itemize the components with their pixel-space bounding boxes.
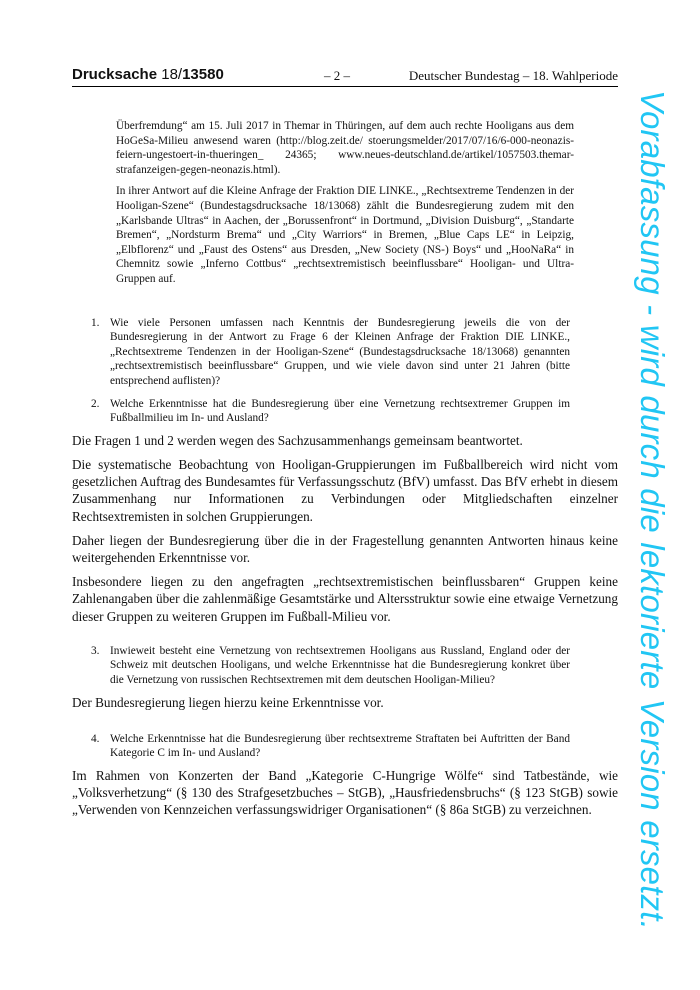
question-2-text: Welche Erkenntnisse hat die Bundesregierung über eine Vernetzung rechtsextremer Gruppen im Fußballmilieu im In- und Ausland? xyxy=(110,397,570,425)
question-1-text: Wie viele Personen umfassen nach Kenntnis der Bundesregierung jeweils die von der Bundesregierung in der Antwort zu Frage 6 der Kleinen Anfrage der Fraktion DIE LINKE., „Rechtsextreme Tendenzen in der Hooligan-Szene“ (Bundestagsdrucksache 18/13068) genannten „rechtsextremistisch beeinflussbare“ Gruppen, und wie viele davon sind unter 21 Jahren (bitte entsprechend auflisten)? xyxy=(110,316,570,387)
answer-1-2-paragraph-2: Die systematische Beobachtung von Hooligan-Gruppierungen im Fußballbereich wird nicht vom gesetzlichen Auftrag des Bundesamtes für Verfassungsschutz (BfV) umfasst. Das BfV erhebt in diesem Zusammenhang nur Informationen zu Verbindungen oder Mitgliedschaften einzelner Rechtsextremisten in solchen Gruppierungen. xyxy=(72,456,618,524)
document-number xyxy=(72,66,224,84)
answer-3: Der Bundesregierung liegen hierzu keine Erkenntnisse vor. xyxy=(72,694,384,710)
answer-1-2-paragraph-3: Daher liegen der Bundesregierung über die in der Fragestellung genannten Antworten hinaus keine weitergehenden Erkenntnisse vor. xyxy=(72,532,618,565)
document-number-prefix: 18/ xyxy=(161,66,183,83)
question-4 xyxy=(91,732,570,761)
page-number: – 2 – xyxy=(324,68,350,83)
answer-4: Im Rahmen von Konzerten der Band „Kategorie C-Hungrige Wölfe“ sind Tatbestände, wie „Volksverhetzung“ (§ 130 des Strafgesetzbuches – StGB), „Hausfriedensbruchs“ (§ 123 StGB) sowie „Verwenden von Kennzeichen verfassungswidriger Organisationen“ (§ 86a StGB) zu verzeichnen. xyxy=(72,767,618,818)
intro-paragraph-2: In ihrer Antwort auf die Kleine Anfrage der Fraktion DIE LINKE., „Rechtsextreme Tendenzen in der Hooligan-Szene“ (Bundestagsdrucksache 18/13068) zählt die Bundesregierung zudem mit den „Karlsbande Ultras“ in Aachen, der „Borussenfront“ in Dortmund, „Division Duisburg“, „Standarte Bremen“, „Nordsturm Brema“ und „City Warriors“ in Bremen, „Blue Caps LE“ in Leipzig, „Elbflorenz“ und „Faust des Ostens“ aus Dresden, „New Society (NS-) Boys“ und „HooNaRa“ in Chemnitz sowie „Inferno Cottbus“ „rechtsextremistisch beeinflussbare“ Hooligan- und Ultra-Gruppen auf. xyxy=(116,185,574,285)
question-4-text: Welche Erkenntnisse hat die Bundesregierung über rechtsextreme Straftaten bei Auftritten der Band Kategorie C im In- und Ausland? xyxy=(110,732,570,760)
question-3 xyxy=(91,644,570,688)
document-body xyxy=(72,119,618,826)
document-number-value: 13580 xyxy=(182,66,224,83)
question-1 xyxy=(91,316,570,389)
draft-watermark xyxy=(612,89,692,931)
question-3-text: Inwieweit besteht eine Vernetzung von rechtsextremen Hooligans aus Russland, England oder der Schweiz mit deutschen Hooligans, und welche Erkenntnisse hat die Bundesregierung konkret über die Vernetzung von russischen Rechtsextremen mit dem deutschen Hooligan-Milieu? xyxy=(110,644,570,686)
answer-1-2-paragraph-1: Die Fragen 1 und 2 werden wegen des Sachzusammenhangs gemeinsam beantwortet. xyxy=(72,432,523,448)
question-2-number: 2. xyxy=(91,397,100,410)
question-2 xyxy=(91,397,570,426)
intro-quote xyxy=(116,119,574,287)
institution-label: Deutscher Bundestag – 18. Wahlperiode xyxy=(408,68,618,83)
watermark-text: Vorabfassung - wird durch die lektorierte Version ersetzt. xyxy=(634,89,671,931)
page-header xyxy=(72,66,618,87)
question-4-number: 4. xyxy=(91,732,100,745)
answer-1-2-paragraph-4: Insbesondere liegen zu den angefragten „rechtsextremistischen beinflussbaren“ Gruppen keine Zahlenangaben über die zahlenmäßige Gesamtstärke und Altersstruktur sowie eine etwaige Vernetzung dieser Gruppen zu weiteren Gruppen im Fußball-Milieu vor. xyxy=(72,574,618,624)
document-label: Drucksache xyxy=(72,66,158,83)
question-3-number: 3. xyxy=(91,644,100,657)
intro-paragraph-1: Überfremdung“ am 15. Juli 2017 in Themar in Thüringen, auf dem auch rechte Hooligans aus dem HoGeSa-Milieu anwesend waren (http://blog.zeit.de/ stoerungsmelder/2017/07/16/6-000-neonazis-feiern-ungestoert-in-thueringen_ 24365; www.neues-deutschland.de/artikel/1057503.themar-strafanzeigen-gegen-neonazis.html). xyxy=(116,120,574,176)
question-1-number: 1. xyxy=(91,316,100,329)
